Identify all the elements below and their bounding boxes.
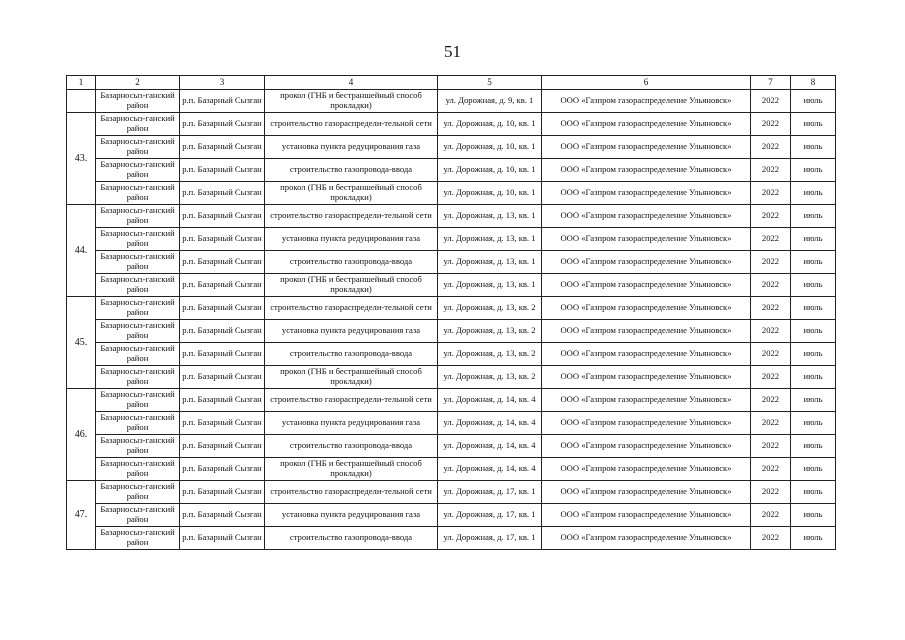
work-type-cell: строительство газораспредели-тельной сети [265, 205, 438, 228]
organization-cell: ООО «Газпром газораспределение Ульяновск» [542, 435, 751, 458]
month-cell: июль [791, 90, 836, 113]
district-cell: Базарносыз-ганский район [96, 527, 180, 550]
table-row [67, 251, 836, 274]
district-cell: Базарносыз-ганский район [96, 366, 180, 389]
table-row [67, 182, 836, 205]
district-cell: Базарносыз-ганский район [96, 320, 180, 343]
table-row [67, 320, 836, 343]
year-cell: 2022 [751, 136, 791, 159]
work-type-cell: строительство газопровода-ввода [265, 343, 438, 366]
month-cell: июль [791, 366, 836, 389]
year-cell: 2022 [751, 182, 791, 205]
month-cell: июль [791, 412, 836, 435]
month-cell: июль [791, 205, 836, 228]
table-row [67, 435, 836, 458]
organization-cell: ООО «Газпром газораспределение Ульяновск» [542, 90, 751, 113]
district-cell: Базарносыз-ганский район [96, 113, 180, 136]
district-cell: Базарносыз-ганский район [96, 481, 180, 504]
month-cell: июль [791, 251, 836, 274]
organization-cell: ООО «Газпром газораспределение Ульяновск» [542, 113, 751, 136]
column-number-4: 4 [265, 76, 438, 90]
work-type-cell: прокол (ГНБ и бестраншейный способ прокладки) [265, 182, 438, 205]
district-cell: Базарносыз-ганский район [96, 182, 180, 205]
table-row [67, 90, 836, 113]
settlement-cell: р.п. Базарный Сызган [180, 274, 265, 297]
organization-cell: ООО «Газпром газораспределение Ульяновск» [542, 159, 751, 182]
year-cell: 2022 [751, 435, 791, 458]
month-cell: июль [791, 297, 836, 320]
district-cell: Базарносыз-ганский район [96, 251, 180, 274]
month-cell: июль [791, 389, 836, 412]
organization-cell: ООО «Газпром газораспределение Ульяновск» [542, 458, 751, 481]
month-cell: июль [791, 136, 836, 159]
year-cell: 2022 [751, 458, 791, 481]
year-cell: 2022 [751, 205, 791, 228]
organization-cell: ООО «Газпром газораспределение Ульяновск» [542, 527, 751, 550]
address-cell: ул. Дорожная, д. 13, кв. 1 [438, 205, 542, 228]
settlement-cell: р.п. Базарный Сызган [180, 320, 265, 343]
address-cell: ул. Дорожная, д. 14, кв. 4 [438, 389, 542, 412]
work-type-cell: установка пункта редуцирования газа [265, 136, 438, 159]
work-type-cell: строительство газораспредели-тельной сети [265, 481, 438, 504]
settlement-cell: р.п. Базарный Сызган [180, 297, 265, 320]
organization-cell: ООО «Газпром газораспределение Ульяновск» [542, 504, 751, 527]
address-cell: ул. Дорожная, д. 13, кв. 2 [438, 343, 542, 366]
work-type-cell: прокол (ГНБ и бестраншейный способ прокладки) [265, 274, 438, 297]
year-cell: 2022 [751, 320, 791, 343]
district-cell: Базарносыз-ганский район [96, 274, 180, 297]
table-row [67, 412, 836, 435]
table-row [67, 205, 836, 228]
address-cell: ул. Дорожная, д. 17, кв. 1 [438, 527, 542, 550]
year-cell: 2022 [751, 366, 791, 389]
settlement-cell: р.п. Базарный Сызган [180, 343, 265, 366]
address-cell: ул. Дорожная, д. 10, кв. 1 [438, 159, 542, 182]
district-cell: Базарносыз-ганский район [96, 504, 180, 527]
work-type-cell: строительство газопровода-ввода [265, 159, 438, 182]
table-row [67, 159, 836, 182]
year-cell: 2022 [751, 251, 791, 274]
work-type-cell: установка пункта редуцирования газа [265, 412, 438, 435]
column-number-8: 8 [791, 76, 836, 90]
district-cell: Базарносыз-ганский район [96, 136, 180, 159]
address-cell: ул. Дорожная, д. 13, кв. 2 [438, 320, 542, 343]
organization-cell: ООО «Газпром газораспределение Ульяновск» [542, 136, 751, 159]
month-cell: июль [791, 228, 836, 251]
address-cell: ул. Дорожная, д. 13, кв. 1 [438, 251, 542, 274]
work-type-cell: строительство газораспредели-тельной сети [265, 297, 438, 320]
organization-cell: ООО «Газпром газораспределение Ульяновск» [542, 297, 751, 320]
table-row [67, 113, 836, 136]
year-cell: 2022 [751, 228, 791, 251]
column-number-6: 6 [542, 76, 751, 90]
work-type-cell: строительство газораспредели-тельной сети [265, 113, 438, 136]
address-cell: ул. Дорожная, д. 10, кв. 1 [438, 136, 542, 159]
district-cell: Базарносыз-ганский район [96, 412, 180, 435]
settlement-cell: р.п. Базарный Сызган [180, 90, 265, 113]
month-cell: июль [791, 527, 836, 550]
item-number-cell: 45. [67, 297, 96, 389]
address-cell: ул. Дорожная, д. 10, кв. 1 [438, 113, 542, 136]
table-row [67, 504, 836, 527]
year-cell: 2022 [751, 504, 791, 527]
month-cell: июль [791, 182, 836, 205]
organization-cell: ООО «Газпром газораспределение Ульяновск» [542, 320, 751, 343]
settlement-cell: р.п. Базарный Сызган [180, 389, 265, 412]
year-cell: 2022 [751, 274, 791, 297]
work-type-cell: прокол (ГНБ и бестраншейный способ прокладки) [265, 366, 438, 389]
work-type-cell: строительство газопровода-ввода [265, 435, 438, 458]
month-cell: июль [791, 481, 836, 504]
district-cell: Базарносыз-ганский район [96, 435, 180, 458]
organization-cell: ООО «Газпром газораспределение Ульяновск» [542, 274, 751, 297]
district-cell: Базарносыз-ганский район [96, 297, 180, 320]
work-type-cell: строительство газораспредели-тельной сети [265, 389, 438, 412]
year-cell: 2022 [751, 159, 791, 182]
table-row [67, 136, 836, 159]
table-row [67, 389, 836, 412]
organization-cell: ООО «Газпром газораспределение Ульяновск» [542, 343, 751, 366]
address-cell: ул. Дорожная, д. 14, кв. 4 [438, 435, 542, 458]
work-type-cell: прокол (ГНБ и бестраншейный способ прокладки) [265, 90, 438, 113]
column-number-2: 2 [96, 76, 180, 90]
settlement-cell: р.п. Базарный Сызган [180, 159, 265, 182]
address-cell: ул. Дорожная, д. 13, кв. 2 [438, 366, 542, 389]
organization-cell: ООО «Газпром газораспределение Ульяновск» [542, 205, 751, 228]
district-cell: Базарносыз-ганский район [96, 205, 180, 228]
organization-cell: ООО «Газпром газораспределение Ульяновск» [542, 182, 751, 205]
address-cell: ул. Дорожная, д. 14, кв. 4 [438, 458, 542, 481]
organization-cell: ООО «Газпром газораспределение Ульяновск» [542, 389, 751, 412]
organization-cell: ООО «Газпром газораспределение Ульяновск» [542, 251, 751, 274]
settlement-cell: р.п. Базарный Сызган [180, 527, 265, 550]
settlement-cell: р.п. Базарный Сызган [180, 205, 265, 228]
table-row [67, 228, 836, 251]
address-cell: ул. Дорожная, д. 13, кв. 1 [438, 274, 542, 297]
address-cell: ул. Дорожная, д. 13, кв. 2 [438, 297, 542, 320]
address-cell: ул. Дорожная, д. 9, кв. 1 [438, 90, 542, 113]
year-cell: 2022 [751, 113, 791, 136]
address-cell: ул. Дорожная, д. 14, кв. 4 [438, 412, 542, 435]
work-type-cell: строительство газопровода-ввода [265, 251, 438, 274]
work-type-cell: установка пункта редуцирования газа [265, 320, 438, 343]
table-row [67, 481, 836, 504]
organization-cell: ООО «Газпром газораспределение Ульяновск» [542, 481, 751, 504]
month-cell: июль [791, 343, 836, 366]
organization-cell: ООО «Газпром газораспределение Ульяновск» [542, 366, 751, 389]
work-type-cell: установка пункта редуцирования газа [265, 504, 438, 527]
settlement-cell: р.п. Базарный Сызган [180, 458, 265, 481]
page-number: 51 [444, 42, 461, 61]
table-row [67, 458, 836, 481]
month-cell: июль [791, 159, 836, 182]
year-cell: 2022 [751, 527, 791, 550]
settlement-cell: р.п. Базарный Сызган [180, 113, 265, 136]
settlement-cell: р.п. Базарный Сызган [180, 182, 265, 205]
table-row [67, 274, 836, 297]
district-cell: Базарносыз-ганский район [96, 389, 180, 412]
year-cell: 2022 [751, 481, 791, 504]
settlement-cell: р.п. Базарный Сызган [180, 504, 265, 527]
district-cell: Базарносыз-ганский район [96, 228, 180, 251]
item-number-cell: 47. [67, 481, 96, 550]
table-body [67, 76, 836, 550]
year-cell: 2022 [751, 297, 791, 320]
work-type-cell: установка пункта редуцирования газа [265, 228, 438, 251]
month-cell: июль [791, 504, 836, 527]
year-cell: 2022 [751, 412, 791, 435]
table-row [67, 297, 836, 320]
work-type-cell: строительство газопровода-ввода [265, 527, 438, 550]
month-cell: июль [791, 274, 836, 297]
year-cell: 2022 [751, 389, 791, 412]
district-cell: Базарносыз-ганский район [96, 159, 180, 182]
item-number-cell: 43. [67, 113, 96, 205]
month-cell: июль [791, 458, 836, 481]
schedule-table [66, 75, 836, 550]
header-row [67, 76, 836, 90]
district-cell: Базарносыз-ганский район [96, 90, 180, 113]
settlement-cell: р.п. Базарный Сызган [180, 412, 265, 435]
settlement-cell: р.п. Базарный Сызган [180, 366, 265, 389]
month-cell: июль [791, 113, 836, 136]
address-cell: ул. Дорожная, д. 17, кв. 1 [438, 481, 542, 504]
year-cell: 2022 [751, 90, 791, 113]
column-number-1: 1 [67, 76, 96, 90]
item-number-cell: 44. [67, 205, 96, 297]
address-cell: ул. Дорожная, д. 13, кв. 1 [438, 228, 542, 251]
year-cell: 2022 [751, 343, 791, 366]
table-row [67, 366, 836, 389]
district-cell: Базарносыз-ганский район [96, 343, 180, 366]
address-cell: ул. Дорожная, д. 10, кв. 1 [438, 182, 542, 205]
month-cell: июль [791, 320, 836, 343]
month-cell: июль [791, 435, 836, 458]
organization-cell: ООО «Газпром газораспределение Ульяновск» [542, 228, 751, 251]
column-number-3: 3 [180, 76, 265, 90]
settlement-cell: р.п. Базарный Сызган [180, 228, 265, 251]
settlement-cell: р.п. Базарный Сызган [180, 136, 265, 159]
settlement-cell: р.п. Базарный Сызган [180, 481, 265, 504]
table-row [67, 343, 836, 366]
settlement-cell: р.п. Базарный Сызган [180, 435, 265, 458]
table-row [67, 527, 836, 550]
column-number-5: 5 [438, 76, 542, 90]
item-number-cell [67, 90, 96, 113]
organization-cell: ООО «Газпром газораспределение Ульяновск» [542, 412, 751, 435]
address-cell: ул. Дорожная, д. 17, кв. 1 [438, 504, 542, 527]
column-number-7: 7 [751, 76, 791, 90]
item-number-cell: 46. [67, 389, 96, 481]
work-type-cell: прокол (ГНБ и бестраншейный способ прокладки) [265, 458, 438, 481]
settlement-cell: р.п. Базарный Сызган [180, 251, 265, 274]
district-cell: Базарносыз-ганский район [96, 458, 180, 481]
